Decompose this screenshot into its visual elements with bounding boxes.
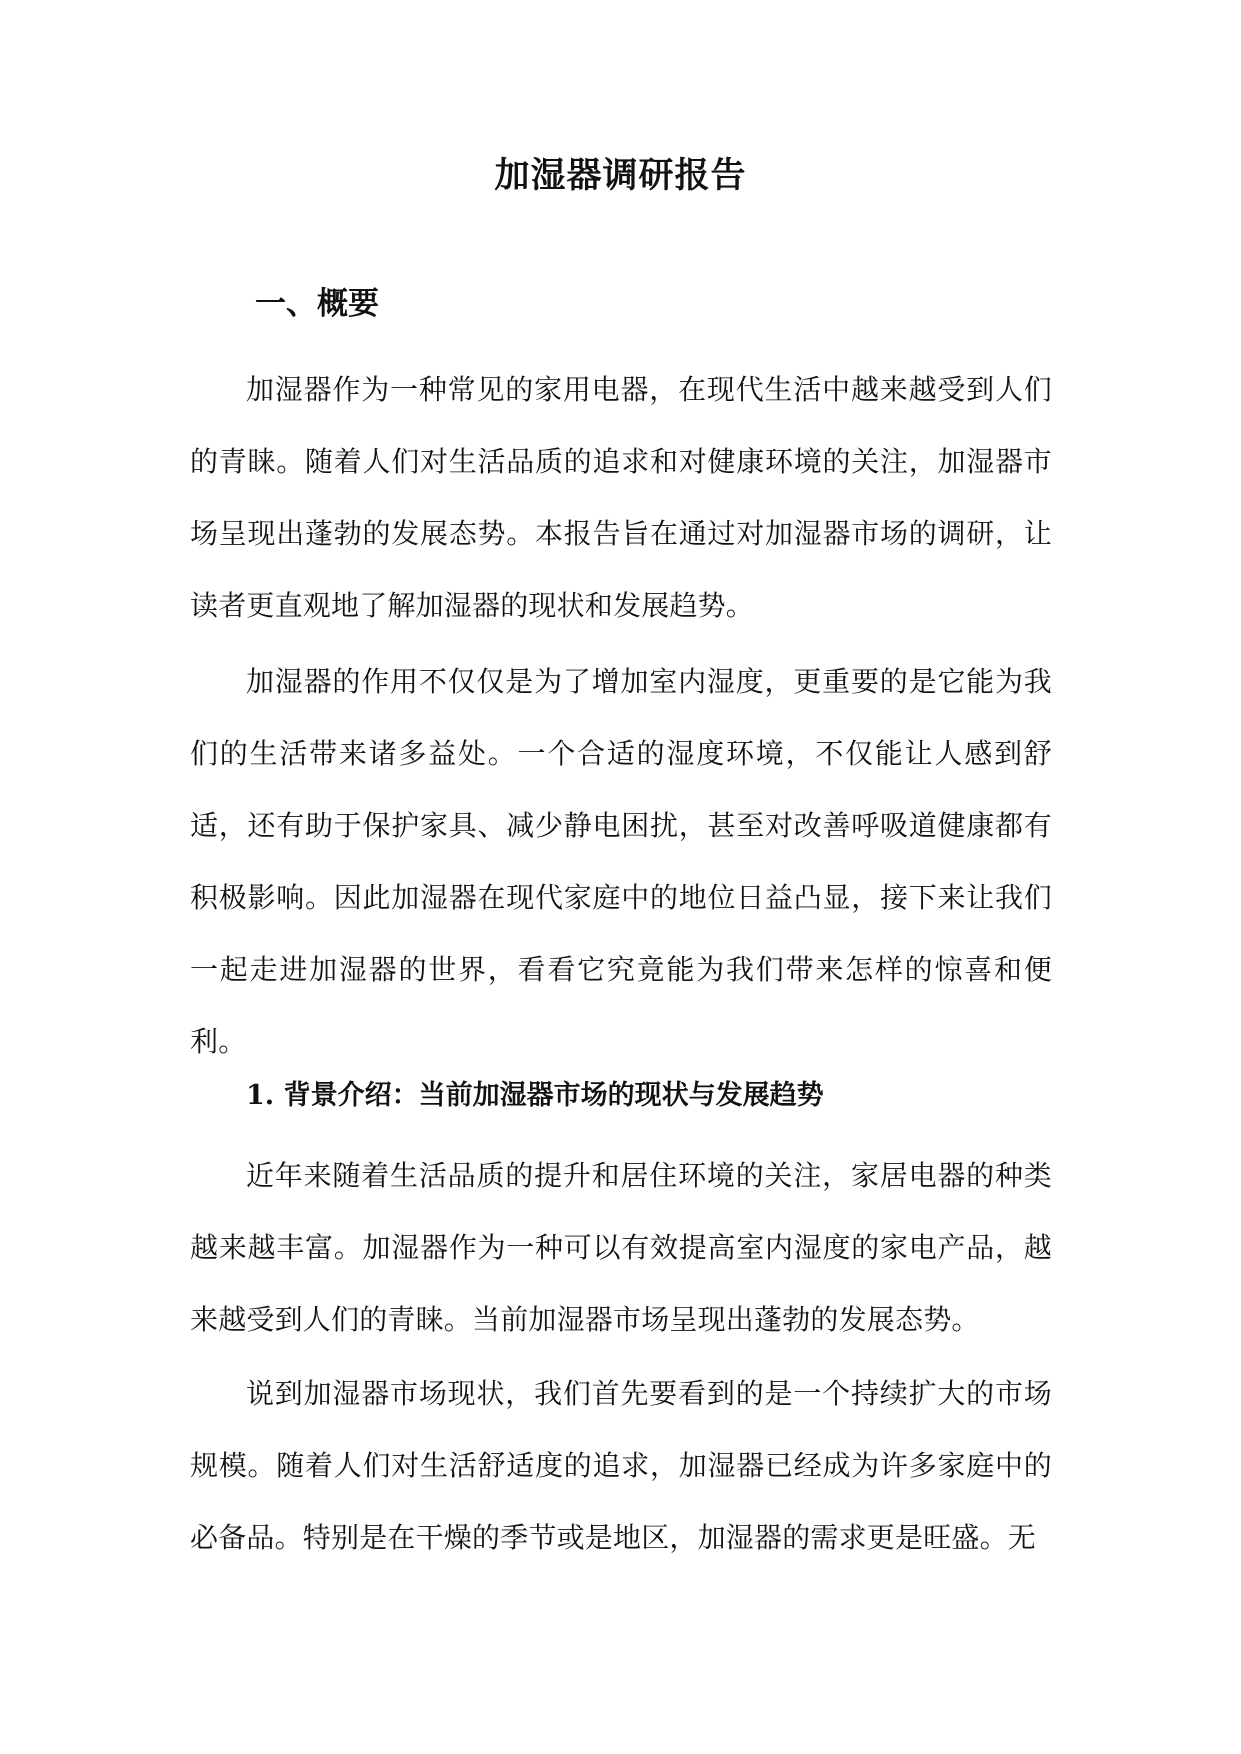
paragraph: 说到加湿器市场现状，我们首先要看到的是一个持续扩大的市场规模。随着人们对生活舒适度的追求，加湿器已经成为许多家庭中的必备品。特别是在干燥的季节或是地区，加湿器的需求更是旺盛。无 xyxy=(190,1377,1052,1554)
paragraph: 加湿器的作用不仅仅是为了增加室内湿度，更重要的是它能为我们的生活带来诸多益处。一个合适的湿度环境，不仅能让人感到舒适，还有助于保护家具、减少静电困扰，甚至对改善呼吸道健康都有积极影响。因此加湿器在现代家庭中的地位日益凸显，接下来让我们一起走进加湿器的世界，看看它究竟能为我们带来怎样的惊喜和便利。 xyxy=(190,665,1052,1058)
paragraph: 近年来随着生活品质的提升和居住环境的关注，家居电器的种类越来越丰富。加湿器作为一种可以有效提高室内湿度的家电产品，越来越受到人们的青睐。当前加湿器市场呈现出蓬勃的发展态势。 xyxy=(190,1159,1052,1336)
paragraph: 加湿器作为一种常见的家用电器，在现代生活中越来越受到人们的青睐。随着人们对生活品质的追求和对健康环境的关注，加湿器市场呈现出蓬勃的发展态势。本报告旨在通过对加湿器市场的调研，让读者更直观地了解加湿器的现状和发展趋势。 xyxy=(190,373,1052,622)
section-heading-overview: 一、概要 xyxy=(255,286,379,322)
subsection-heading-background: 1. 背景介绍：当前加湿器市场的现状与发展趋势 xyxy=(246,1080,824,1111)
page-title: 加湿器调研报告 xyxy=(494,155,747,196)
